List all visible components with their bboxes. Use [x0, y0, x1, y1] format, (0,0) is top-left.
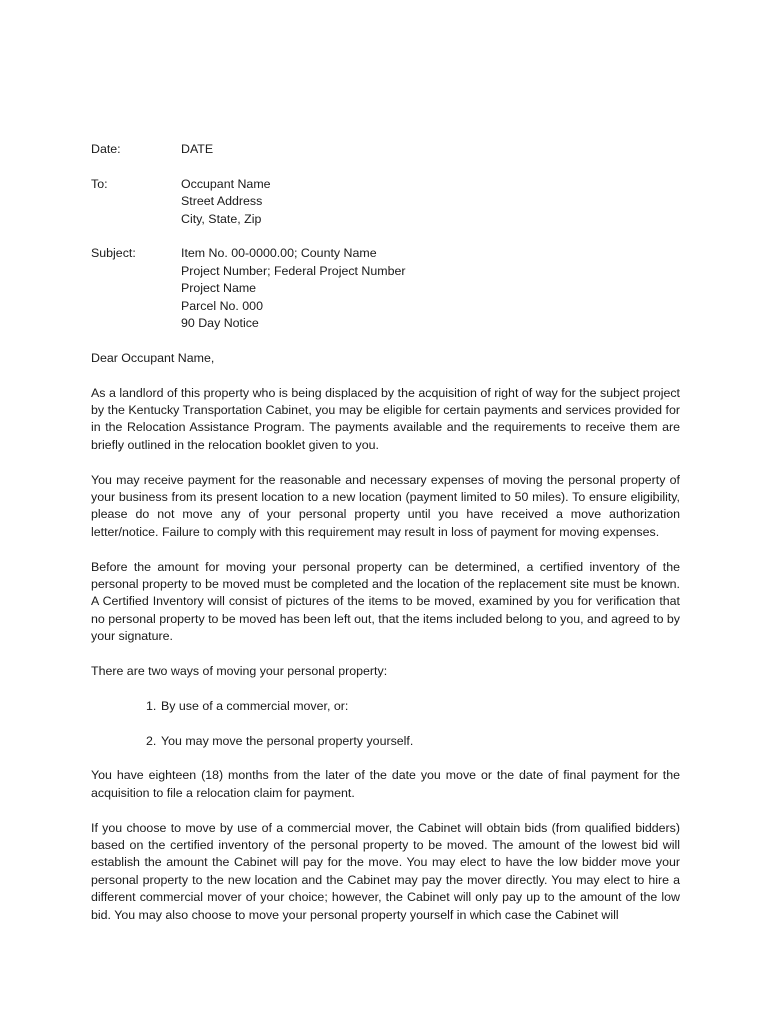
date-row: [91, 141, 680, 158]
list-text: You may move the personal property yourself.: [161, 733, 414, 748]
paragraph-eligibility: As a landlord of this property who is being displaced by the acquisition of right of way for the subject project by the Kentucky Transportation Cabinet, you may be eligible for certain payments and services provided for in the Relocation Assistance Program. The payments available and the requirements to receive them are briefly outlined in the relocation booklet given to you.: [91, 385, 680, 452]
subject-notice: 90 Day Notice: [181, 316, 259, 331]
recipient-address: [181, 176, 680, 228]
paragraph-moving-ways: There are two ways of moving your personal property:: [91, 664, 388, 679]
list-item: [146, 698, 680, 715]
paragraph-claim-deadline: You have eighteen (18) months from the later of the date you move or the date of final payment for the acquisition to file a relocation claim for payment.: [91, 768, 680, 800]
letter-content: [91, 141, 680, 924]
to-label: To:: [91, 176, 108, 191]
list-number: 1.: [146, 698, 157, 713]
recipient-name: Occupant Name: [181, 176, 271, 191]
subject-row: [91, 245, 680, 332]
subject-parcel-no: Parcel No. 000: [181, 298, 263, 313]
paragraph-moving-expenses: You may receive payment for the reasonable and necessary expenses of moving the personal property of your business from its present location to a new location (payment limited to 50 miles). To ensure eligibility, please do not move any of your personal property until you have received a move authorization letter/notice. Failure to comply with this requirement may result in loss of payment for moving expenses.: [91, 472, 680, 539]
subject-project-name: Project Name: [181, 281, 257, 296]
list-text: By use of a commercial mover, or:: [161, 698, 349, 713]
salutation: Dear Occupant Name,: [91, 350, 215, 365]
subject-project-number: Project Number; Federal Project Number: [181, 263, 406, 278]
paragraph-commercial-mover: If you choose to move by use of a commercial mover, the Cabinet will obtain bids (from qualified bidders) based on the certified inventory of the personal property to be moved. The amount of the lowest bid will establish the amount the Cabinet will pay for the move. You may elect to have the low bidder move your personal property to the new location and the Cabinet may pay the mover directly. You may elect to hire a different commercial mover of your choice; however, the Cabinet will only pay up to the amount of the low bid. You may also choose to move your personal property yourself in which case the Cabinet will: [91, 820, 680, 922]
subject-lines: [181, 245, 680, 332]
paragraph-certified-inventory: Before the amount for moving your personal property can be determined, a certified inventory of the personal property to be moved must be completed and the location of the replacement site must be known. A Certified Inventory will consist of pictures of the items to be moved, examined by you for verification that no personal property to be moved has been left out, that the items included belong to you, and agreed to by your signature.: [91, 559, 680, 644]
date-label: Date:: [91, 142, 121, 156]
to-row: [91, 176, 680, 228]
date-value: DATE: [181, 142, 214, 156]
recipient-city: City, State, Zip: [181, 211, 262, 226]
list-number: 2.: [146, 733, 157, 748]
recipient-street: Street Address: [181, 194, 263, 209]
subject-item-no: Item No. 00-0000.00; County Name: [181, 246, 377, 261]
list-item: [146, 733, 680, 750]
subject-label: Subject:: [91, 246, 136, 261]
